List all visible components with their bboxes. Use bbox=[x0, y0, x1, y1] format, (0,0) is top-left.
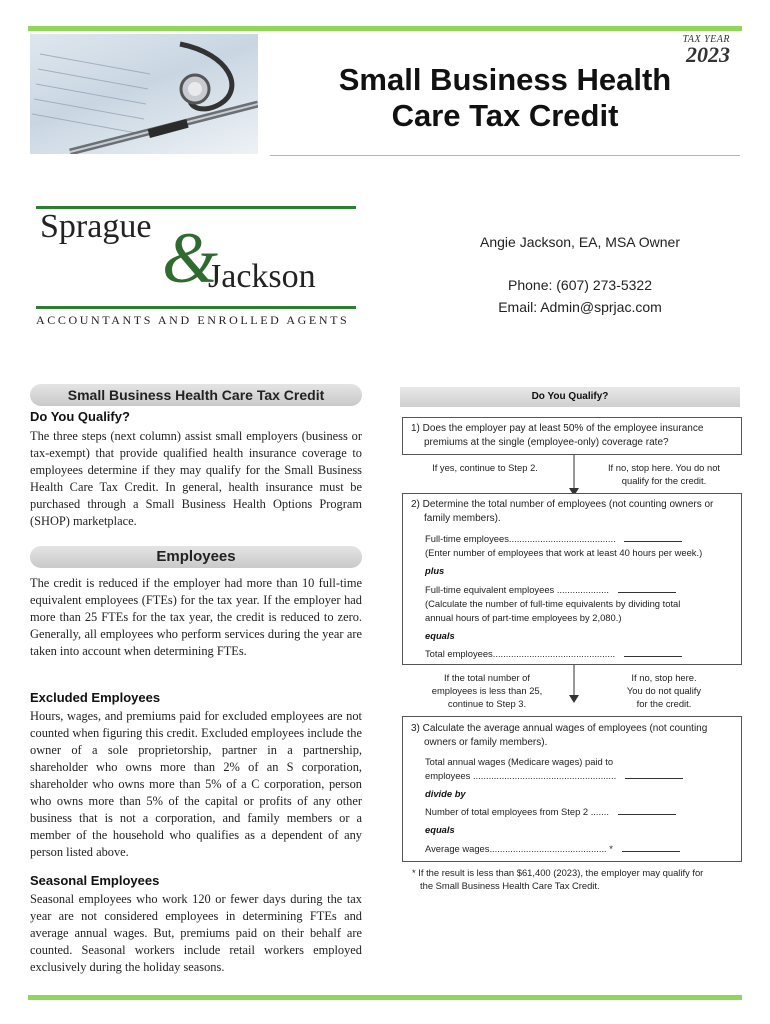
logo-subtitle: ACCOUNTANTS AND ENROLLED AGENTS bbox=[36, 313, 350, 327]
fulltime-blank bbox=[624, 541, 682, 542]
step-2-no-line-1: If no, stop here. bbox=[631, 672, 697, 683]
from-step2-blank bbox=[618, 814, 676, 815]
fte-note-line-1: (Calculate the number of full-time equivalents by dividing total bbox=[425, 598, 681, 609]
qualify-heading: Do You Qualify? bbox=[30, 409, 130, 424]
plus-label: plus bbox=[425, 565, 445, 576]
logo-name-sprague: Sprague bbox=[40, 208, 152, 245]
step-1-no-line-1: If no, stop here. You do not bbox=[607, 462, 721, 473]
step-3-text bbox=[411, 722, 731, 750]
step-1-no-line-2: qualify for the credit. bbox=[621, 475, 707, 486]
from-step2-label: Number of total employees from Step 2 ....... bbox=[425, 806, 609, 817]
step-1-text bbox=[411, 422, 731, 450]
wages-label: employees ....................................................... bbox=[425, 770, 617, 781]
wages-line-1: Total annual wages (Medicare wages) paid to bbox=[425, 756, 614, 767]
excluded-paragraph: Hours, wages, and premiums paid for excluded employees are not counted when figuring this credit. Excluded employees include the owner of a sole proprietorship, partner in a partnership, shareholder who owns more than 2% of an S corporation, shareholder who owns more than 5% of a C corporation, person who owns more than 5% of the capital or profits of any other business that is not a corporation, and family members or a member of the household who qualifies as a dependent of any person listed above. bbox=[30, 709, 362, 859]
wages-row bbox=[425, 769, 731, 783]
step-3-line-2: owners or family members). bbox=[424, 737, 548, 748]
step-1-yes: If yes, continue to Step 2. bbox=[432, 462, 538, 473]
fulltime-note: (Enter number of employees that work at least 40 hours per week.) bbox=[425, 547, 703, 558]
footnote bbox=[412, 866, 737, 892]
step-2-text bbox=[411, 498, 731, 526]
step-2-yes-line-3: continue to Step 3. bbox=[447, 698, 527, 709]
logo-bottom-rule bbox=[36, 306, 356, 309]
tax-year-block bbox=[683, 34, 730, 65]
step-1-line-1: 1) Does the employer pay at least 50% of the employee insurance bbox=[411, 423, 704, 434]
equals-label-2: equals bbox=[425, 824, 455, 835]
step-2-no-line-3: for the credit. bbox=[636, 698, 692, 709]
header-photo bbox=[30, 34, 258, 154]
title-divider bbox=[270, 155, 740, 156]
step-1-no bbox=[594, 461, 734, 487]
qualify-box-heading: Do You Qualify? bbox=[400, 387, 740, 407]
tax-year-label: TAX YEAR bbox=[682, 34, 730, 45]
step-2-line-1: 2) Determine the total number of employees (not counting owners or bbox=[411, 499, 714, 510]
fte-blank bbox=[618, 592, 676, 593]
contact-email: Email: Admin@sprjac.com bbox=[498, 299, 662, 315]
arrow-down-icon bbox=[566, 455, 582, 497]
title-line-1: Small Business Health bbox=[338, 62, 672, 97]
fte-label: Full-time equivalent employees .................... bbox=[425, 584, 609, 595]
average-wages-row bbox=[425, 842, 731, 856]
fulltime-label: Full-time employees......................................... bbox=[425, 533, 616, 544]
step-3-line-1: 3) Calculate the average annual wages of employees (not counting bbox=[411, 723, 708, 734]
average-wages-asterisk: * bbox=[609, 843, 613, 854]
step-2-line-2: family members). bbox=[424, 513, 501, 524]
from-step2-row bbox=[425, 805, 731, 819]
logo-ampersand: & bbox=[162, 218, 219, 298]
seasonal-paragraph: Seasonal employees who work 120 or fewer days during the tax year are not considered employees in determining FTEs and average annual wages. But, premiums paid on their behalf are counted. Seasonal workers include retail workers employed exclusively during the holiday seasons. bbox=[30, 892, 362, 974]
fulltime-employees-row bbox=[425, 532, 731, 546]
wages-blank bbox=[625, 778, 683, 779]
total-employees-blank bbox=[624, 656, 682, 657]
page-title bbox=[290, 62, 720, 134]
step-1-line-2: premiums at the single (employee-only) coverage rate? bbox=[424, 437, 669, 448]
fte-note-line-2: annual hours of part-time employees by 2,080.) bbox=[425, 612, 622, 623]
equals-label-1: equals bbox=[425, 630, 455, 641]
section-title-tax-credit: Small Business Health Care Tax Credit bbox=[30, 384, 362, 406]
total-employees-row bbox=[425, 647, 731, 661]
divide-by-label: divide by bbox=[425, 788, 466, 799]
step-2-no-line-2: You do not qualify bbox=[626, 685, 702, 696]
footnote-line-2: the Small Business Health Care Tax Credit. bbox=[420, 880, 600, 891]
qualify-paragraph: The three steps (next column) assist small employers (business or tax-exempt) that provide qualified health insurance coverage to employees determine if they may qualify for the Small Business Health Care Tax Credit. In general, health insurance must be purchased through a Small Business Health Options Program (SHOP) marketplace. bbox=[30, 429, 362, 528]
tax-year: 2023 bbox=[686, 42, 730, 67]
section-title-employees: Employees bbox=[30, 546, 362, 568]
footnote-line-1: * If the result is less than $61,400 (2023), the employer may qualify for bbox=[412, 867, 704, 878]
step-2-no bbox=[594, 671, 734, 710]
title-line-2: Care Tax Credit bbox=[391, 98, 619, 133]
average-wages-label: Average wages............................................. bbox=[425, 843, 607, 854]
total-employees-label: Total employees............................................... bbox=[425, 648, 616, 659]
fte-row bbox=[425, 583, 731, 597]
bottom-accent-bar bbox=[28, 995, 742, 1000]
seasonal-heading: Seasonal Employees bbox=[30, 873, 160, 888]
contact-phone: Phone: (607) 273-5322 bbox=[508, 277, 652, 293]
step-2-yes-line-1: If the total number of bbox=[444, 672, 530, 683]
employees-paragraph: The credit is reduced if the employer had more than 10 full-time equivalent employees (FTEs) for the tax year. If the employer had more than 25 FTEs for the tax year, the credit is reduced to zero. Generally, all employees who perform services during the year are taken into account when determining FTEs. bbox=[30, 576, 362, 658]
logo-name-jackson: Jackson bbox=[208, 258, 316, 295]
contact-owner: Angie Jackson, EA, MSA Owner bbox=[480, 234, 680, 250]
average-wages-blank bbox=[622, 851, 680, 852]
top-accent-bar bbox=[28, 26, 742, 31]
fte-note bbox=[425, 597, 731, 625]
excluded-heading: Excluded Employees bbox=[30, 690, 161, 705]
step-2-yes bbox=[418, 671, 556, 710]
arrow-down-icon bbox=[566, 665, 582, 707]
step-2-yes-line-2: employees is less than 25, bbox=[431, 685, 543, 696]
